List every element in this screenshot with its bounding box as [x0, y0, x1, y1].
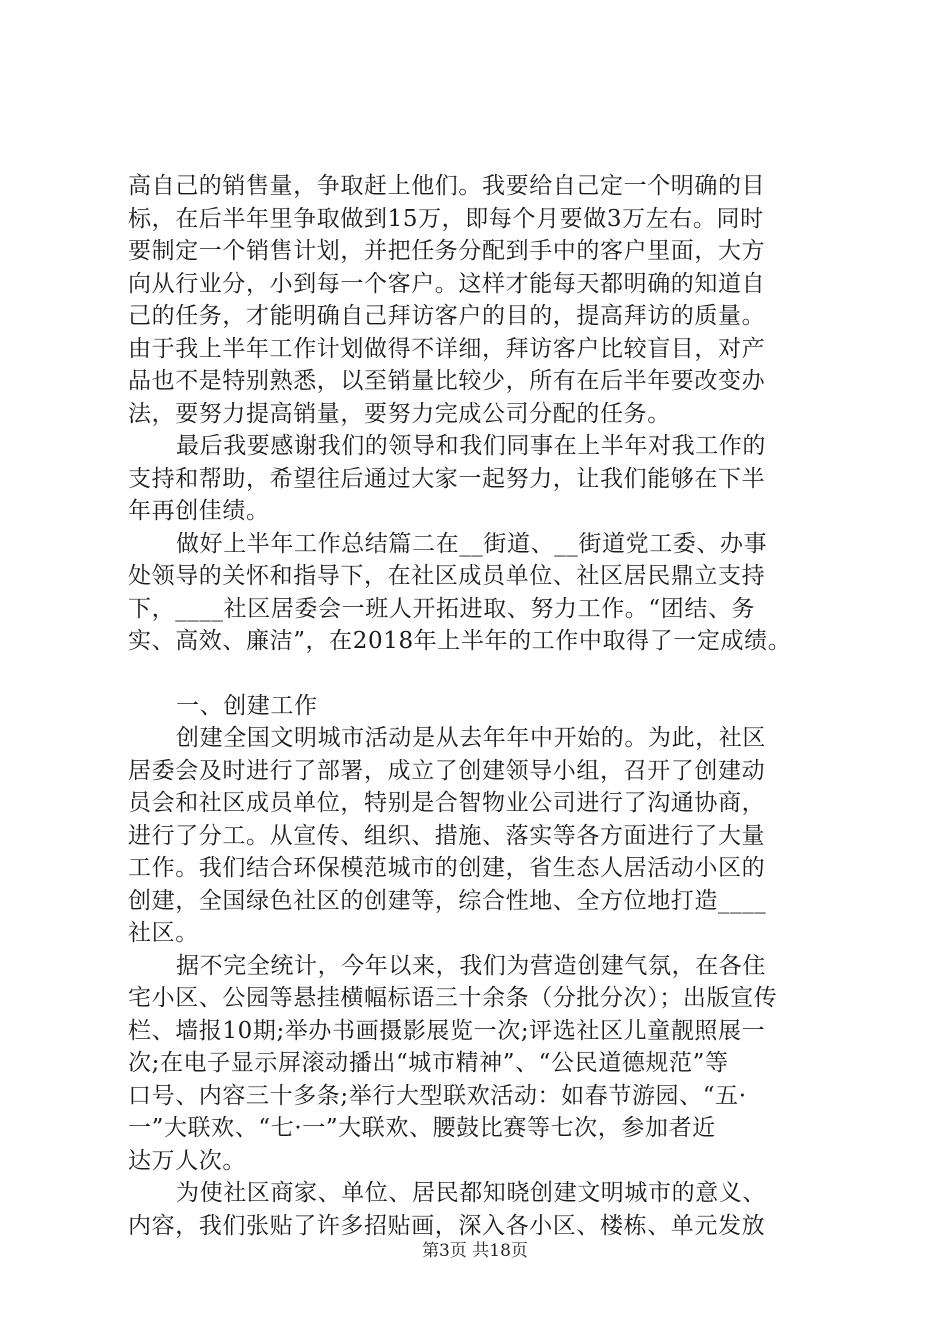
paragraph-start-line: 做好上半年工作总结篇二在__街道、__街道党工委、办事: [176, 530, 768, 557]
text-line: 社区。: [128, 920, 199, 946]
text-line: 要制定一个销售计划，并把任务分配到手中的客户里面，大方: [128, 238, 766, 264]
text-line: 进行了分工。从宣传、组织、措施、落实等各方面进行了大量: [128, 822, 766, 849]
text-line: 高自己的销售量，争取赶上他们。我要给自己定一个明确的目: [128, 173, 766, 199]
text-line: 向从行业分，小到每一个客户。这样才能每天都明确的知道自: [128, 270, 766, 297]
blank-line: [128, 658, 840, 690]
text-line: 下，____社区居委会一班人开拓进取、努力工作。“团结、务: [128, 595, 756, 622]
text-line: 处领导的关怀和指导下，在社区成员单位、社区居民鼎立支持: [128, 563, 766, 589]
text-line: 次;在电子显示屏滚动播出“城市精神”、“公民道德规范”等: [128, 1050, 729, 1076]
text-line: 员会和社区成员单位，特别是合智物业公司进行了沟通协商，: [128, 790, 766, 816]
text-line: 达万人次。: [128, 1147, 246, 1174]
text-line: 标，在后半年里争取做到15万，即每个月要做3万左右。同时: [128, 205, 764, 232]
text-line: 己的任务，才能明确自己拜访客户的目的，提高拜访的质量。: [128, 303, 766, 329]
text-line: 实、高效、廉洁”，在2018年上半年的工作中取得了一定成绩。: [128, 628, 792, 654]
text-line: 创建，全国绿色社区的创建等，综合性地、全方位地打造____: [128, 887, 767, 914]
text-line: 宅小区、公园等悬挂横幅标语三十余条（分批分次）；出版宣传: [128, 985, 778, 1011]
text-line: 内容，我们张贴了许多招贴画，深入各小区、楼栋、单元发放: [128, 1212, 766, 1239]
text-line: 法，要努力提高销量，要努力完成公司分配的任务。: [128, 400, 671, 427]
text-line: 口号、内容三十多条;举行大型联欢活动：如春节游园、“五·: [128, 1082, 747, 1109]
text-line: 支持和帮助，希望往后通过大家一起努力，让我们能够在下半: [128, 465, 766, 492]
paragraph-start-line: 最后我要感谢我们的领导和我们同事在上半年对我工作的: [176, 433, 766, 459]
paragraph-start-line: 据不完全统计，今年以来，我们为营造创建气氛，在各住: [176, 952, 766, 979]
text-line: 工作。我们结合环保模范城市的创建，省生态人居活动小区的: [128, 855, 766, 881]
text-line: 栏、墙报10期;举办书画摄影展览一次;评选社区儿童靓照展一: [128, 1017, 766, 1044]
text-line: 一”大联欢、“七·一”大联欢、腰鼓比赛等七次，参加者近: [128, 1115, 716, 1141]
section-heading: 一、创建工作: [176, 692, 318, 719]
document-body: [128, 170, 840, 1242]
paragraph-start-line: 创建全国文明城市活动是从去年年中开始的。为此，社区: [176, 725, 766, 751]
text-line: 居委会及时进行了部署，成立了创建领导小组，召开了创建动: [128, 757, 766, 784]
paragraph-start-line: 为使社区商家、单位、居民都知晓创建文明城市的意义、: [176, 1180, 766, 1206]
text-line: 品也不是特别熟悉，以至销量比较少，所有在后半年要改变办: [128, 368, 766, 394]
page-number-footer: 第3页 共18页: [422, 1241, 528, 1261]
text-line: 年再创佳绩。: [128, 498, 270, 524]
text-line: 由于我上半年工作计划做得不详细，拜访客户比较盲目，对产: [128, 335, 766, 362]
